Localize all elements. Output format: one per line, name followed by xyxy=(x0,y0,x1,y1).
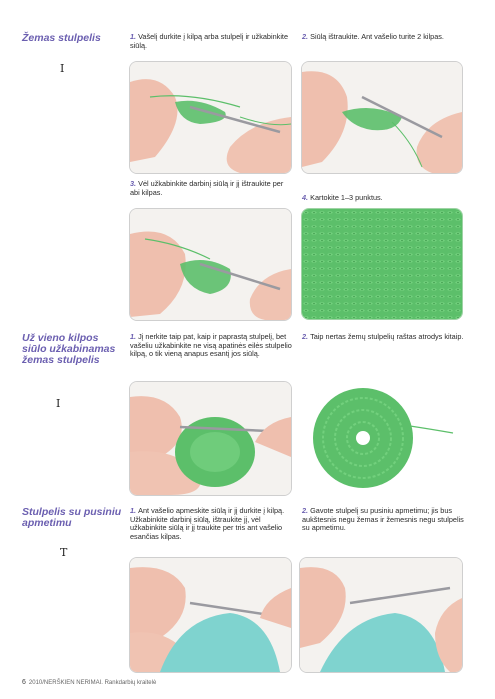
step-1-4: 4. Kartokite 1–3 punktus. xyxy=(302,193,383,202)
step-1-1: 1. Vašelį durkite į kilpą arba stulpelį ir užkabinkite siūlą. xyxy=(130,32,289,50)
step-1-3: 3. Vėl užkabinkite darbinį siūlą ir jį ištraukite per abi kilpas. xyxy=(130,179,284,197)
photo-step-3-1 xyxy=(129,557,292,673)
step-1-2: 2. Siūlą ištraukite. Ant vašelio turite 2 kilpas. xyxy=(302,32,444,41)
section-title-back-loop-single-crochet: Už vieno kilpos siūlo užkabinamas žemas stulpelis xyxy=(22,332,116,366)
photo-step-1-1 xyxy=(129,61,292,174)
photo-swatch-green xyxy=(301,208,463,320)
photo-step-3-2 xyxy=(299,557,463,673)
photo-step-1-3 xyxy=(129,208,292,321)
step-2-1: 1. Jį nerkite taip pat, kaip ir paprastą stulpelį, bet vašeliu užkabinkite ne visą apatinės eilės stulpelio kilpą, o tik vieną anapus esantį jos siūlą. xyxy=(130,332,292,359)
step-2-2: 2. Taip nertas žemų stulpelių raštas atrodys kitaip. xyxy=(302,332,464,341)
step-3-2: 2. Gavote stulpelį su pusiniu apmetimu; jis bus aukštesnis negu žemas ir žemesnis negu stulpelis su apmetimu. xyxy=(302,506,464,533)
page-footer xyxy=(22,679,156,686)
footer-text: 2010/NERŠKIEN NERIMAI. Rankdarbių kraitelė xyxy=(28,680,157,686)
section-title-single-crochet: Žemas stulpelis xyxy=(22,32,101,44)
photo-round-swatch xyxy=(305,381,455,494)
photo-step-1-2 xyxy=(301,61,463,174)
page-number: 6 xyxy=(22,679,26,686)
step-3-1: 1. Ant vašelio apmeskite siūlą ir jį durkite į kilpą. Užkabinkite darbinį siūlą, ištraukite jį, vėl užkabinkite siūlą ir jį traukite per tris ant vašelio esančias kilpas. xyxy=(130,506,285,541)
stitch-symbol-half-double: T xyxy=(60,546,68,559)
section-title-half-double-crochet: Stulpelis su pusiniu apmetimu xyxy=(22,506,122,529)
stitch-symbol-back-loop: I xyxy=(56,397,61,410)
stitch-symbol-single-crochet: I xyxy=(60,62,65,75)
photo-step-2-1 xyxy=(129,381,292,496)
